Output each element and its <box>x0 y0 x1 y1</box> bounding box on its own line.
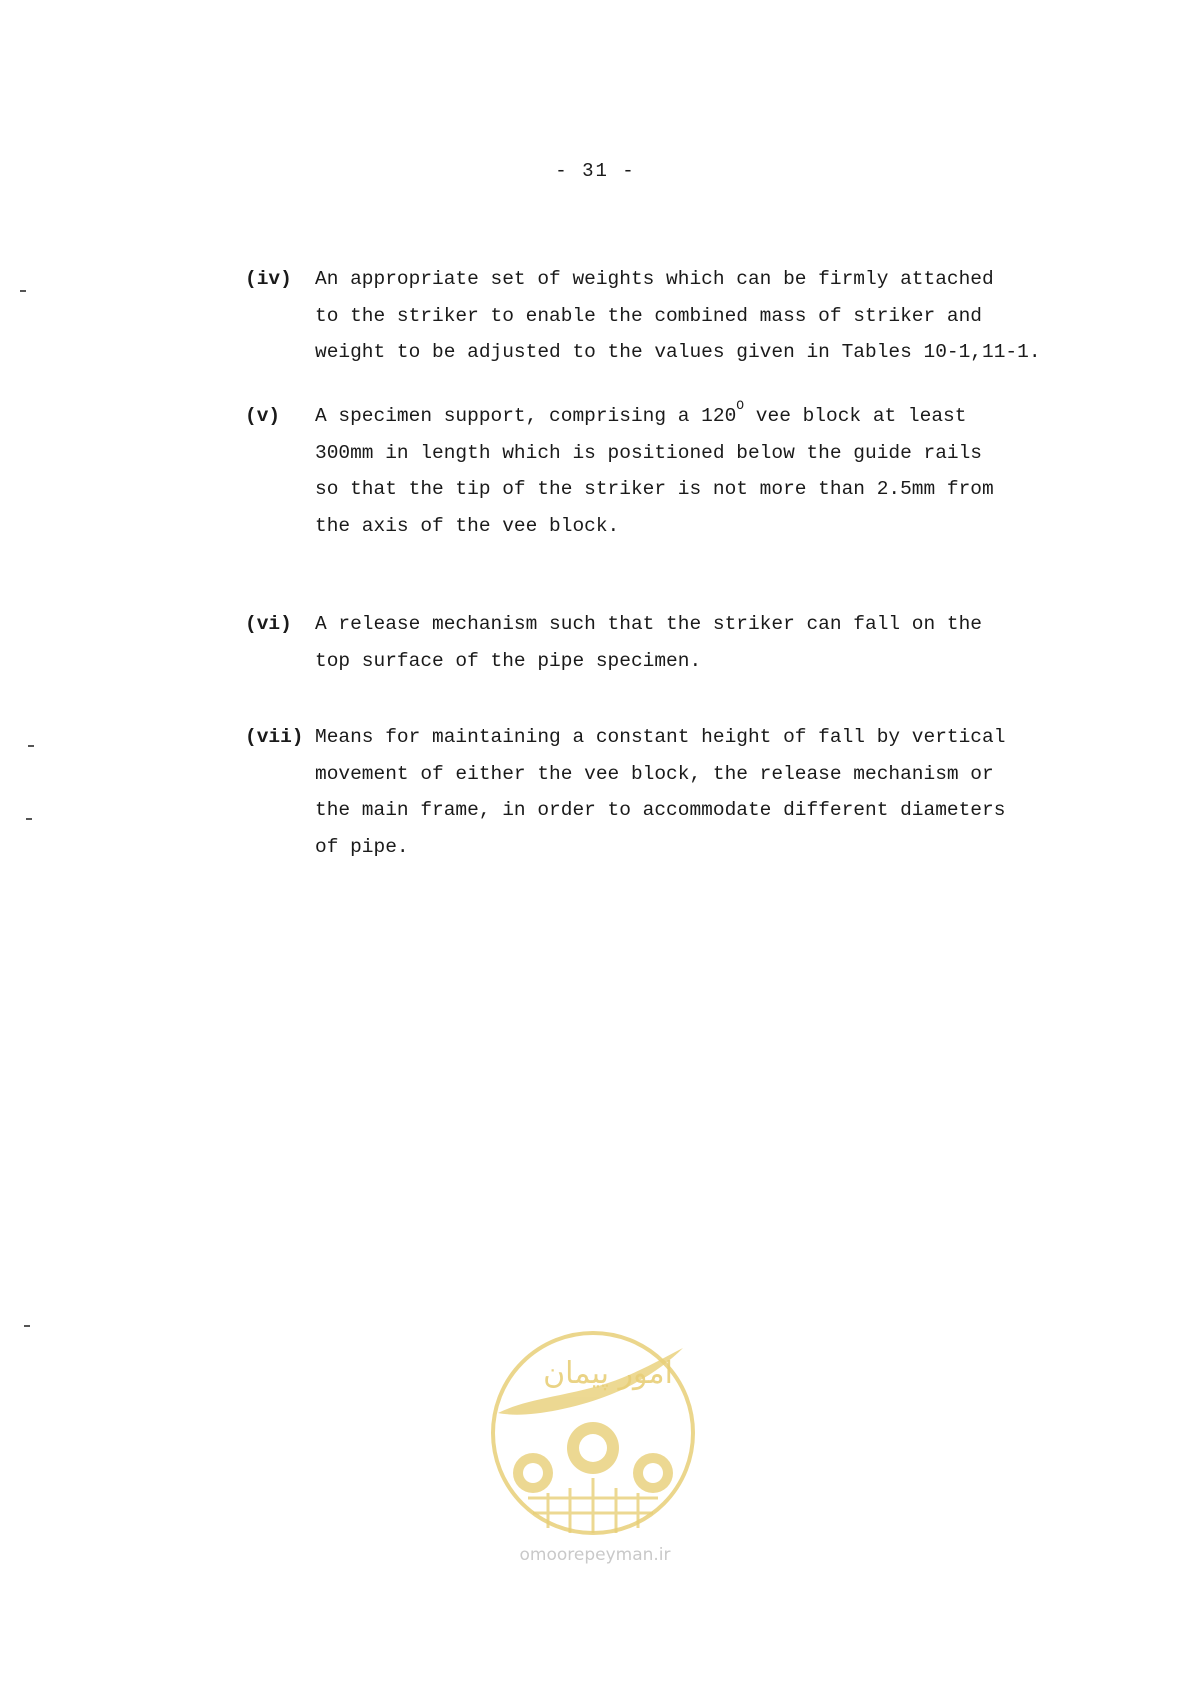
item-label: (vii) <box>245 726 304 748</box>
text-line: weight to be adjusted to the values given in Tables 10-1,11-1. <box>315 341 1041 363</box>
item-label: (iv) <box>245 268 292 290</box>
item-text <box>315 719 1075 865</box>
scan-mark <box>26 818 32 820</box>
item-text <box>315 398 1075 544</box>
scan-mark <box>24 1325 30 1327</box>
item-label: (v) <box>245 405 281 427</box>
watermark-caption: omoorepeyman.ir <box>519 1545 671 1565</box>
watermark-logo-text: امور پیمان <box>543 1356 673 1391</box>
superscript-degree: O <box>736 398 745 413</box>
watermark-logo <box>488 1328 698 1538</box>
text-line: Means for maintaining a constant height of fall by vertical <box>315 726 1006 748</box>
item-label: (vi) <box>245 613 292 635</box>
scan-mark <box>28 745 34 747</box>
item-text <box>315 261 1075 371</box>
scan-mark <box>20 290 26 292</box>
text-line: the main frame, in order to accommodate different diameters <box>315 799 1006 821</box>
text-line: so that the tip of the striker is not more than 2.5mm from <box>315 478 994 500</box>
item-text <box>315 606 1075 679</box>
text-line: to the striker to enable the combined mass of striker and <box>315 304 983 327</box>
page-number: - 31 - <box>555 160 636 182</box>
text-line <box>315 398 1075 435</box>
text-segment: A specimen support, comprising a 120 <box>315 405 737 427</box>
text-line: movement of either the vee block, the release mechanism or <box>315 762 994 785</box>
text-line: of pipe. <box>315 835 409 858</box>
text-segment: vee block at least <box>744 405 967 427</box>
text-line: A release mechanism such that the striker can fall on the <box>315 613 983 635</box>
text-line: 300mm in length which is positioned below the guide rails <box>315 441 983 464</box>
text-line: the axis of the vee block. <box>315 514 620 537</box>
text-line: top surface of the pipe specimen. <box>315 649 702 672</box>
text-line: An appropriate set of weights which can be firmly attached <box>315 268 994 290</box>
